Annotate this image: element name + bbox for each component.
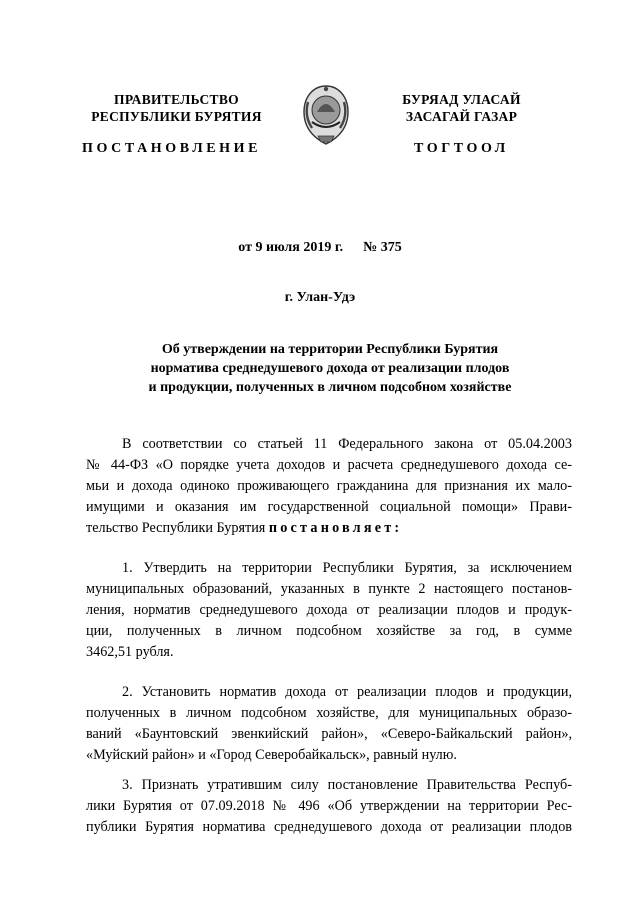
date-number-line: [0, 240, 640, 256]
preamble-line-2: № 44-ФЗ «О порядке учета доходов и расчета среднедушевого дохода се-: [86, 457, 572, 473]
document-date: от 9 июля 2019 г.: [238, 240, 344, 255]
preamble-line-5: [86, 518, 572, 539]
coat-of-arms-icon: [298, 82, 354, 150]
item-1-line-3: ления, норматив среднедушевого дохода от реализации плодов и продук-: [86, 602, 572, 618]
decree-word: постановляет:: [268, 520, 403, 536]
header-right-line-2: ЗАСАГАЙ ГАЗАР: [405, 109, 518, 124]
preamble-line-1: В соответствии со статьей 11 Федерального закона от 05.04.2003: [122, 436, 572, 452]
item-1-line-2: муниципальных образований, указанных в пункте 2 настоящего постанов-: [86, 581, 572, 597]
header-right-line-1: БУРЯАД УЛАСАЙ: [402, 92, 521, 107]
preamble-line-4: имущими и оказания им государственной социальной помощи» Прави-: [86, 499, 572, 515]
header-government-bua: [374, 91, 549, 125]
item-3-line-1: 3. Признать утратившим силу постановление Правительства Респуб-: [122, 777, 572, 793]
item-1-line-4: ции, полученных в личном подсобном хозяйстве за год, в сумме: [86, 623, 572, 639]
title-line-3: и продукции, полученных в личном подсобном хозяйстве: [148, 380, 512, 395]
preamble-line-3: мьи и дохода одиноко проживающего гражданина для признания их мало-: [86, 478, 572, 494]
document-number: № 375: [363, 240, 402, 255]
doc-type-ru: ПОСТАНОВЛЕНИЕ: [82, 141, 262, 156]
item-3-paragraph: [86, 775, 572, 838]
title-line-1: Об утверждении на территории Республики Бурятия: [161, 342, 499, 357]
preamble-paragraph: [86, 434, 572, 539]
item-1-paragraph: [86, 558, 572, 663]
item-3-line-2: лики Бурятия от 07.09.2018 № 496 «Об утверждении на территории Рес-: [86, 798, 572, 814]
item-3-line-3: публики Бурятия норматива среднедушевого дохода от реализации плодов: [86, 819, 572, 835]
header-government-ru: [84, 91, 269, 125]
item-2-line-1: 2. Установить норматив дохода от реализации плодов и продукции,: [122, 684, 572, 700]
header-left-line-1: ПРАВИТЕЛЬСТВО: [114, 92, 239, 107]
item-2-line-2: полученных в личном подсобном хозяйстве, для муниципальных образо-: [86, 705, 572, 721]
item-2-line-4: «Муйский район» и «Город Северобайкальск», равный нулю.: [86, 747, 457, 763]
document-title: [60, 340, 600, 397]
doc-type-bua: ТОГТООЛ: [414, 141, 509, 156]
item-1-line-1: 1. Утвердить на территории Республики Бурятия, за исключением: [122, 560, 572, 576]
preamble-last-text: тельство Республики Бурятия: [86, 520, 266, 536]
item-1-line-5: 3462,51 рубля.: [86, 644, 174, 660]
item-2-line-3: ваний «Баунтовский эвенкийский район», «Северо-Байкальский район»,: [86, 726, 572, 742]
city: г. Улан-Удэ: [284, 290, 356, 305]
item-2-paragraph: [86, 682, 572, 766]
header-left-line-2: РЕСПУБЛИКИ БУРЯТИЯ: [91, 109, 262, 124]
title-line-2: норматива среднедушевого дохода от реализации плодов: [150, 361, 510, 376]
